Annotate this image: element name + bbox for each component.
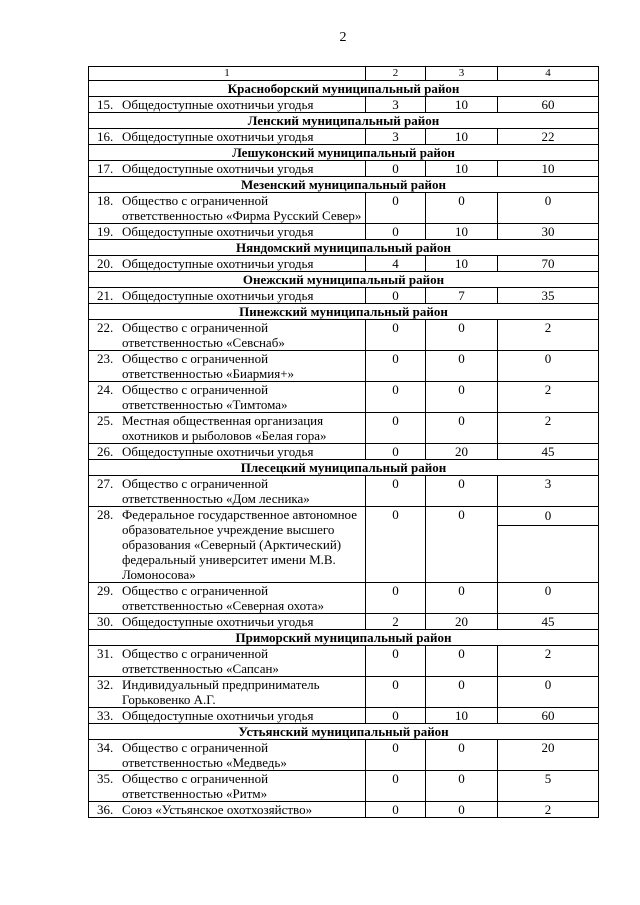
row-number: 30. [97,614,114,629]
value-cell-4: 5 [498,771,599,802]
value-cell-4: 22 [498,129,599,145]
organization-name: Общество с ограниченной ответственностью «Тимтома» [122,382,288,412]
organization-cell [89,413,366,444]
organization-cell [89,320,366,351]
table-row [89,129,599,145]
column-header-3: 3 [426,67,498,81]
table-row [89,677,599,708]
value-cell-4: 2 [498,382,599,413]
organization-name: Союз «Устьянское охотхозяйство» [122,802,313,817]
organization-cell [89,802,366,818]
section-row [89,724,599,740]
value-cell-2: 0 [366,771,426,802]
row-number: 34. [97,740,114,755]
table-row [89,97,599,113]
value-cell-4: 30 [498,224,599,240]
value-cell-2: 0 [366,802,426,818]
organization-name: Общедоступные охотничьи угодья [122,708,314,723]
section-row [89,113,599,129]
value-cell-3: 0 [426,193,498,224]
organization-cell [89,614,366,630]
organization-cell [89,740,366,771]
table-row [89,382,599,413]
organization-cell [89,97,366,113]
value-cell-2: 0 [366,161,426,177]
value-cell-2: 0 [366,583,426,614]
organization-name: Общество с ограниченной ответственностью «Северная охота» [122,583,325,613]
organization-name: Общество с ограниченной ответственностью «Сапсан» [122,646,279,676]
organization-name: Общедоступные охотничьи угодья [122,288,314,303]
section-row [89,145,599,161]
value-cell-2: 0 [366,677,426,708]
organization-cell [89,708,366,724]
value-cell-4: 0 [498,583,599,614]
value-cell-3: 20 [426,444,498,460]
row-number: 29. [97,583,114,598]
table-row [89,583,599,614]
row-number: 27. [97,476,114,491]
value-cell-3: 0 [426,320,498,351]
value-cell-3: 10 [426,161,498,177]
value-cell-3: 10 [426,224,498,240]
value-cell-3: 0 [426,771,498,802]
section-row [89,630,599,646]
table-row [89,351,599,382]
row-number: 25. [97,413,114,428]
section-row [89,240,599,256]
organization-name: Общество с ограниченной ответственностью «Дом лесника» [122,476,310,506]
organization-name: Общедоступные охотничьи угодья [122,614,314,629]
organization-cell [89,583,366,614]
row-number: 31. [97,646,114,661]
table-row [89,771,599,802]
row-number: 36. [97,802,114,817]
organization-cell [89,224,366,240]
organization-cell [89,288,366,304]
value-cell-2: 0 [366,646,426,677]
value-cell-2: 3 [366,97,426,113]
value-cell-3: 0 [426,583,498,614]
value-cell-2: 0 [366,288,426,304]
organization-name: Общество с ограниченной ответственностью «Биармия+» [122,351,295,381]
section-title: Лешуконский муниципальный район [89,145,599,161]
value-cell-4: 0 [498,351,599,382]
value-cell-4: 60 [498,97,599,113]
section-title: Няндомский муниципальный район [89,240,599,256]
section-row [89,304,599,320]
column-header-2: 2 [366,67,426,81]
value-cell-2: 0 [366,413,426,444]
hunting-grounds-table [88,66,599,818]
value-cell-2: 0 [366,476,426,507]
table-row [89,708,599,724]
row-number: 32. [97,677,114,692]
value-cell-2: 0 [366,382,426,413]
value-cell-4: 70 [498,256,599,272]
table-row [89,161,599,177]
section-title: Пинежский муниципальный район [89,304,599,320]
section-title: Плесецкий муниципальный район [89,460,599,476]
organization-name: Федеральное государственное автономное образовательное учреждение высшего образования «Северный (Арктический) федеральный университет имени М.В. Ломоносова» [122,507,357,582]
row-number: 21. [97,288,114,303]
value-cell-3: 0 [426,740,498,771]
value-cell-4: 0 [498,193,599,224]
value-cell-3: 0 [426,351,498,382]
table-row [89,224,599,240]
value-cell-3: 10 [426,708,498,724]
organization-cell [89,351,366,382]
value-cell-3: 0 [426,646,498,677]
value-cell-2: 4 [366,256,426,272]
value-cell-4: 0 [498,677,599,708]
value-cell-4: 2 [498,413,599,444]
value-cell-4: 60 [498,708,599,724]
organization-cell [89,129,366,145]
organization-cell [89,646,366,677]
table-row [89,288,599,304]
value-cell-4-top: 0 [498,507,598,526]
value-cell-2: 0 [366,351,426,382]
value-cell-3: 0 [426,802,498,818]
row-number: 18. [97,193,114,208]
value-cell-4: 45 [498,444,599,460]
value-cell-4: 3 [498,476,599,507]
table-row [89,413,599,444]
organization-cell [89,444,366,460]
value-cell-4: 35 [498,288,599,304]
section-title: Красноборский муниципальный район [89,81,599,97]
row-number: 26. [97,444,114,459]
organization-name: Общедоступные охотничьи угодья [122,224,314,239]
value-cell-4: 45 [498,614,599,630]
table-row [89,740,599,771]
section-row [89,460,599,476]
organization-cell [89,161,366,177]
row-number: 28. [97,507,114,522]
table-row [89,614,599,630]
table-row [89,444,599,460]
value-cell-3: 10 [426,256,498,272]
organization-cell [89,677,366,708]
value-cell-4: 10 [498,161,599,177]
value-cell-3: 0 [426,476,498,507]
section-title: Онежский муниципальный район [89,272,599,288]
organization-name: Общество с ограниченной ответственностью «Севснаб» [122,320,285,350]
value-cell-3: 7 [426,288,498,304]
organization-cell [89,382,366,413]
table-row [89,802,599,818]
value-cell-2: 0 [366,320,426,351]
column-header-1: 1 [89,67,366,81]
table-row [89,193,599,224]
row-number: 16. [97,129,114,144]
organization-cell [89,771,366,802]
section-title: Устьянский муниципальный район [89,724,599,740]
value-cell-4: 20 [498,740,599,771]
table-row [89,646,599,677]
organization-cell [89,507,366,583]
table-row [89,256,599,272]
value-cell-2: 0 [366,444,426,460]
organization-name: Индивидуальный предприниматель Горьковенко А.Г. [122,677,320,707]
value-cell-3: 10 [426,129,498,145]
row-number: 20. [97,256,114,271]
organization-name: Общество с ограниченной ответственностью «Фирма Русский Север» [122,193,362,223]
value-cell-2: 2 [366,614,426,630]
section-row [89,81,599,97]
row-number: 33. [97,708,114,723]
value-cell-3: 0 [426,507,498,583]
row-number: 35. [97,771,114,786]
organization-cell [89,476,366,507]
row-number: 24. [97,382,114,397]
value-cell-2: 3 [366,129,426,145]
value-cell-2: 0 [366,224,426,240]
table-row [89,476,599,507]
section-row [89,272,599,288]
organization-name: Общедоступные охотничьи угодья [122,97,314,112]
column-number-row [89,67,599,81]
column-header-4: 4 [498,67,599,81]
organization-cell [89,256,366,272]
value-cell-4: 2 [498,320,599,351]
table-row [89,507,599,583]
value-cell-4: 2 [498,646,599,677]
page-number: 2 [339,30,347,45]
row-number: 15. [97,97,114,112]
row-number: 17. [97,161,114,176]
value-cell-2: 0 [366,193,426,224]
organization-name: Общедоступные охотничьи угодья [122,256,314,271]
organization-cell [89,193,366,224]
organization-name: Общество с ограниченной ответственностью «Медведь» [122,740,287,770]
value-cell-2: 0 [366,740,426,771]
row-number: 23. [97,351,114,366]
value-cell-3: 10 [426,97,498,113]
value-cell-3: 20 [426,614,498,630]
organization-name: Общедоступные охотничьи угодья [122,161,314,176]
value-cell-2: 0 [366,708,426,724]
organization-name: Общедоступные охотничьи угодья [122,444,314,459]
organization-name: Местная общественная организация охотников и рыболовов «Белая гора» [122,413,327,443]
value-cell-3: 0 [426,413,498,444]
section-row [89,177,599,193]
table-row [89,320,599,351]
value-cell-4 [498,507,599,583]
table-body [89,67,599,818]
value-cell-4-bottom [498,526,598,540]
section-title: Мезенский муниципальный район [89,177,599,193]
value-cell-3: 0 [426,382,498,413]
value-cell-2: 0 [366,507,426,583]
value-cell-3: 0 [426,677,498,708]
row-number: 19. [97,224,114,239]
organization-name: Общество с ограниченной ответственностью «Ритм» [122,771,269,801]
row-number: 22. [97,320,114,335]
section-title: Ленский муниципальный район [89,113,599,129]
value-cell-4: 2 [498,802,599,818]
section-title: Приморский муниципальный район [89,630,599,646]
organization-name: Общедоступные охотничьи угодья [122,129,314,144]
